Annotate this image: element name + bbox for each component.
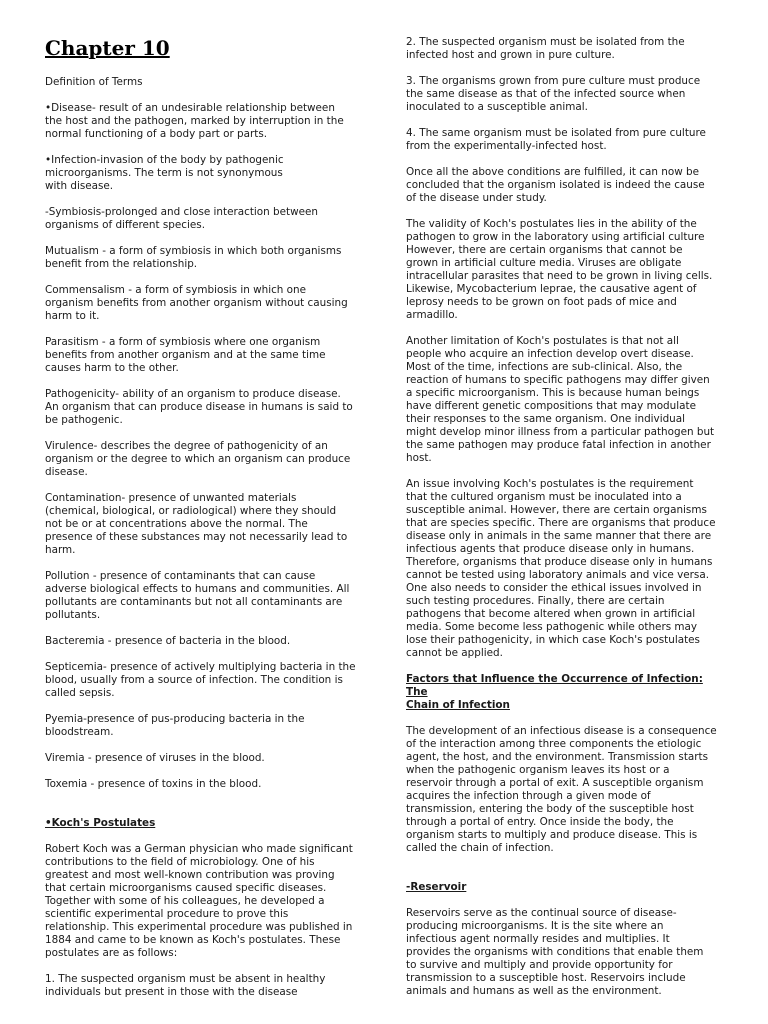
paragraph-pollution: Pollution - presence of contaminants that can cause adverse biological effects to humans and communities. All pollutants are contaminants but not all contaminants are pollutants. [45,570,350,621]
definition-of-terms-heading: Definition of Terms [45,76,143,88]
paragraph-septicemia: Septicemia- presence of actively multiplying bacteria in the blood, usually from a source of infection. The condition is called sepsis. [45,661,356,699]
paragraph-virulence: Virulence- describes the degree of pathogenicity of an organism or the degree to which an organism can produce disease. [45,440,351,478]
koch-postulate-4: 4. The same organism must be isolated from pure culture from the experimentally-infected host. [406,127,706,152]
paragraph-pathogenicity: Pathogenicity- ability of an organism to produce disease. An organism that can produce disease in humans is said to be pathogenic. [45,388,353,426]
paragraph-mutualism: Mutualism - a form of symbiosis in which both organisms benefit from the relationship. [45,245,342,270]
paragraph-issue: An issue involving Koch's postulates is the requirement that the cultured organism must be inoculated into a susceptible animal. However, there are certain organisms that are species specific. There are organisms that produce disease only in animals in the same manner that there are infectious agents that produce disease only in humans. Therefore, organisms that produce disease only in humans cannot be tested using laboratory animals and vice versa. One also needs to consider the ethical issues involved in such testing procedures. Finally, there are certain pathogens that become altered when grown in artificial media. Some become less pathogenic while others may lose their pathogenicity, in which case Koch's postulates cannot be applied. [406,478,716,659]
koch-postulate-2: 2. The suspected organism must be isolated from the infected host and grown in pure culture. [406,36,685,61]
reservoir-section [406,868,726,998]
paragraph-symbiosis: -Symbiosis-prolonged and close interaction between organisms of different species. [45,206,318,231]
paragraph-disease: •Disease- result of an undesirable relationship between the host and the pathogen, marked by interruption in the normal functioning of a body part or parts. [45,102,344,140]
left-column [45,36,365,1012]
koch-postulates-heading: •Koch's Postulates [45,817,156,829]
paragraph-toxemia: Toxemia - presence of toxins in the blood. [45,778,262,790]
koch-intro-text: Robert Koch was a German physician who made significant contributions to the field of microbiology. One of his greatest and most well-known contribution was proving that certain microorganisms caused specific diseases. Together with some of his colleagues, he developed a scientific experimental procedure to prove this relationship. This experimental procedure was published in 1884 and came to be known as Koch's postulates. These postulates are as follows: [45,843,353,959]
factors-heading: Factors that Influence the Occurrence of Infection: The Chain of Infection [406,673,703,711]
koch-postulate-1: 1. The suspected organism must be absent in healthy individuals but present in those with the disease [45,973,326,998]
paragraph-pyemia: Pyemia-presence of pus-producing bacteria in the bloodstream. [45,713,305,738]
paragraph-chain-of-infection: The development of an infectious disease is a consequence of the interaction among three components the etiologic agent, the host, and the environment. Transmission starts when the pathogenic organism leaves its host or a reservoir through a portal of exit. A susceptible organism acquires the infection through a given mode of transmission, entering the body of the susceptible host through a portal of entry. Once inside the body, the organism starts to multiply and produce disease. This is called the chain of infection. [406,725,717,854]
paragraph-viremia: Viremia - presence of viruses in the blood. [45,752,265,764]
right-column [406,36,726,998]
paragraph-contamination: Contamination- presence of unwanted materials (chemical, biological, or radiological) where they should not be or at concentrations above the normal. The presence of these substances may not necessarily lead to harm. [45,492,348,556]
paragraph-bacteremia: Bacteremia - presence of bacteria in the blood. [45,635,291,647]
paragraph-limitation: Another limitation of Koch's postulates is that not all people who acquire an infection develop overt disease. Most of the time, infections are sub-clinical. Also, the reaction of humans to specific pathogens may differ given a specific microorganism. This is because human beings have different genetic compositions that may modulate their responses to the same organism. One individual might develop minor illness from a particular pathogen but the same pathogen may produce fatal infection in another host. [406,335,715,464]
paragraph-infection: •Infection-invasion of the body by pathogenic microorganisms. The term is not synonymous with disease. [45,154,284,192]
paragraph-commensalism: Commensalism - a form of symbiosis in which one organism benefits from another organism without causing harm to it. [45,284,348,322]
reservoir-text: Reservoirs serve as the continual source of disease- producing microorganisms. It is the site where an infectious agent normally resides and multiplies. It provides the organisms with conditions that enable them to survive and multiply and provide opportunity for transmission to a susceptible host. Reservoirs include animals and humans as well as the environment. [406,907,704,997]
reservoir-heading: -Reservoir [406,881,467,893]
paragraph-conclusion: Once all the above conditions are fulfilled, it can now be concluded that the organism isolated is indeed the cause of the disease under study. [406,166,705,204]
paragraph-parasitism: Parasitism - a form of symbiosis where one organism benefits from another organism and at the same time causes harm to the other. [45,336,326,374]
koch-postulates-section [45,804,365,960]
paragraph-validity: The validity of Koch's postulates lies in the ability of the pathogen to grow in the laboratory using artificial culture However, there are certain organisms that cannot be grown in artificial culture media. Viruses are obligate intracellular parasites that need to be grown in living cells. Likewise, Mycobacterium leprae, the causative agent of leprosy needs to be grown on foot pads of mice and armadillo. [406,218,713,321]
chapter-title: Chapter 10 [45,36,170,60]
koch-postulate-3: 3. The organisms grown from pure culture must produce the same disease as that of the infected source when inoculated to a susceptible animal. [406,75,701,113]
